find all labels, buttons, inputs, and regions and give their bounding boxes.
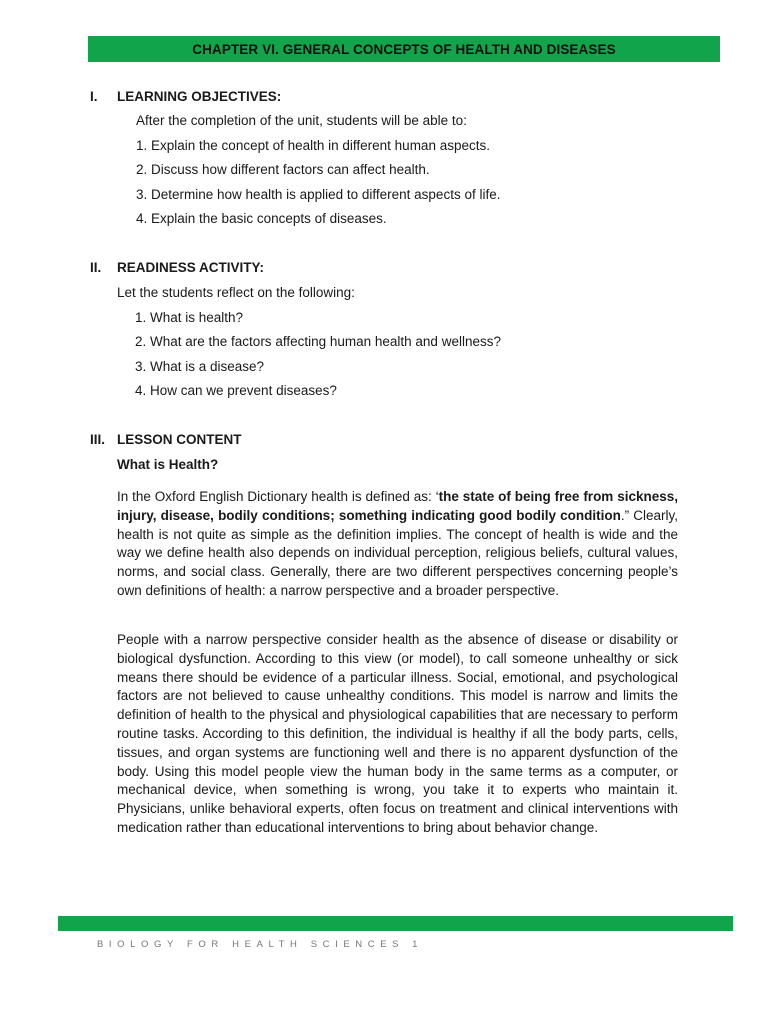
list-item: 1. Explain the concept of health in different human aspects. xyxy=(136,138,490,153)
footer-text xyxy=(97,939,423,950)
footer-course-title: BIOLOGY FOR HEALTH SCIENCES xyxy=(97,939,405,950)
section-readiness-activity-heading xyxy=(90,260,264,275)
section-learning-objectives-heading xyxy=(90,89,281,104)
footer-bar xyxy=(58,916,733,931)
readiness-activity-intro: Let the students reflect on the following: xyxy=(117,285,355,300)
section-heading-text: READINESS ACTIVITY: xyxy=(117,260,265,275)
list-item: 4. Explain the basic concepts of diseases. xyxy=(136,211,387,226)
section-lesson-content-heading xyxy=(90,432,242,447)
definition-quote: the state of being free from sickness, injury, disease, bodily conditions; something indicating good bodily condition xyxy=(117,489,678,523)
list-item: 4. How can we prevent diseases? xyxy=(135,383,337,398)
paragraph-text: .” Clearly, health is not quite as simple as the definition implies. The concept of health is wide and the way we define health also depends on individual perception, religious beliefs, cultural values, norms, and social class. Generally, there are two different perspectives concerning people’s own definitions of health: a narrow perspective and a broader perspective. xyxy=(117,507,678,598)
section-number: I. xyxy=(90,89,98,104)
chapter-header-bar xyxy=(88,36,720,62)
list-item: 3. What is a disease? xyxy=(135,359,265,374)
learning-objectives-intro: After the completion of the unit, students will be able to: xyxy=(136,113,467,128)
list-item: 2. What are the factors affecting human health and wellness? xyxy=(135,334,501,349)
paragraph-narrow-perspective: People with a narrow perspective consider health as the absence of disease or disability or biological dysfunction. According to this view (or model), to call someone unhealthy or sick means there should be evidence of a particular illness. Social, emotional, and psychological factors are not believed to cause unhealthy conditions. This model is narrow and limits the definition of health to the physical and physiological capabilities that are necessary to perform routine tasks. According to this definition, the individual is healthy if all the body parts, cells, tissues, and organ systems are functioning well and there is no apparent dysfunction of the body. Using this model people view the human body in the same terms as a computer, or mechanical device, when something is wrong, you take it to experts who maintain it. Physicians, unlike behavioral experts, often focus on treatment and clinical interventions with medication rather than educational interventions to bring about behavior change. xyxy=(117,632,678,835)
list-item: 2. Discuss how different factors can affect health. xyxy=(136,162,430,177)
section-number: III. xyxy=(90,432,106,447)
lesson-subheading: What is Health? xyxy=(117,457,219,472)
paragraph-text: In the Oxford English Dictionary health is defined as: ‘ xyxy=(117,489,439,504)
paragraph-oxford-definition xyxy=(117,488,678,601)
section-number: II. xyxy=(90,260,102,275)
section-heading-text: LESSON CONTENT xyxy=(117,432,242,447)
list-item: 3. Determine how health is applied to different aspects of life. xyxy=(136,187,501,202)
page-number: 1 xyxy=(412,939,423,950)
section-heading-text: LEARNING OBJECTIVES: xyxy=(117,89,282,104)
list-item: 1. What is health? xyxy=(135,310,244,325)
chapter-title: CHAPTER VI. GENERAL CONCEPTS OF HEALTH AND DISEASES xyxy=(192,41,616,57)
